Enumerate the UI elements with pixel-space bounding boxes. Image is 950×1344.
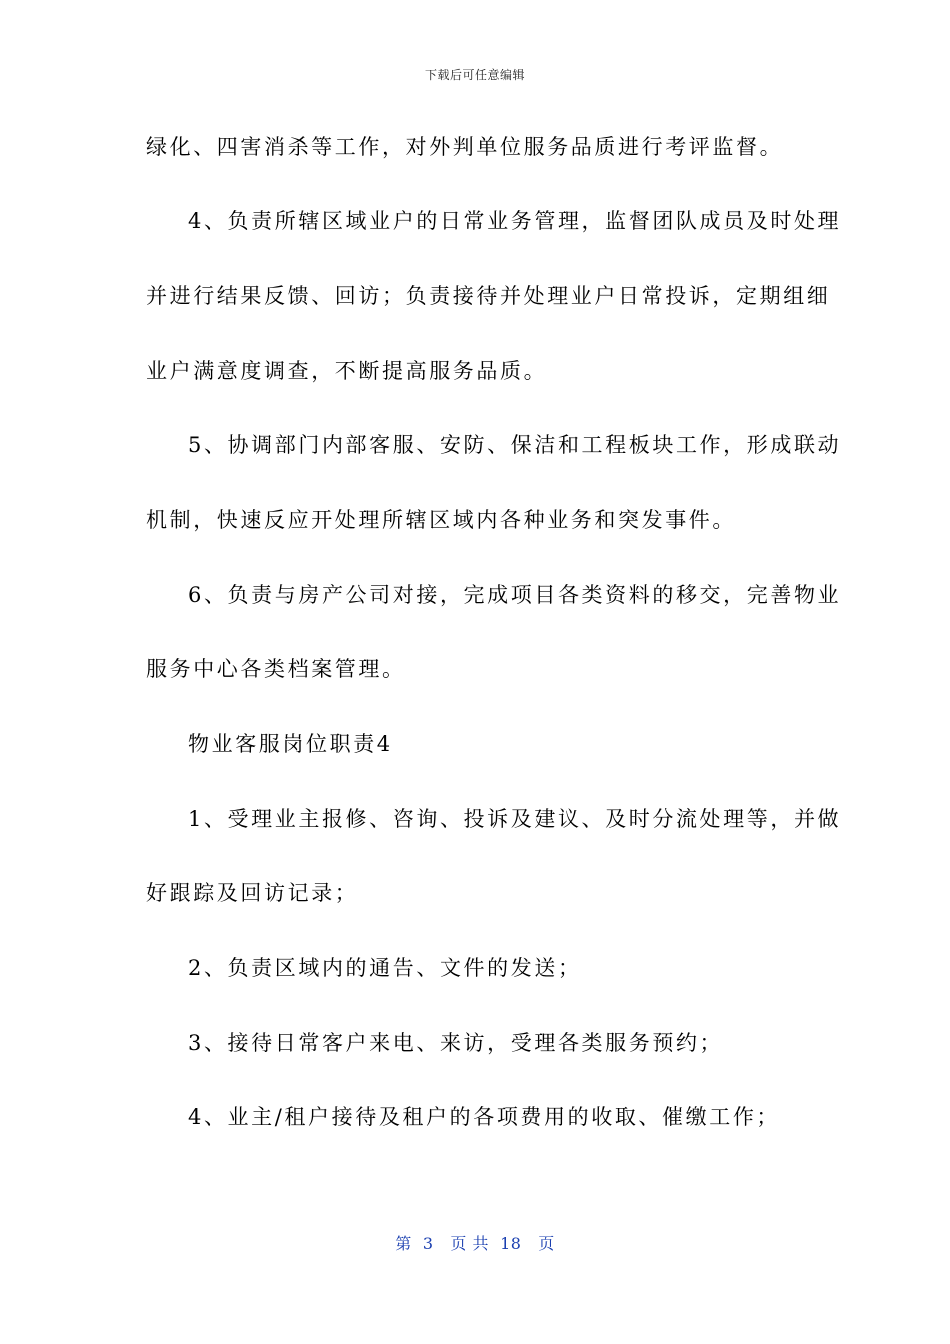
text-line: 5、协调部门内部客服、安防、保洁和工程板块工作，形成联动 [188, 433, 842, 457]
text-line: 2、负责区域内的通告、文件的发送； [188, 956, 582, 980]
text-line: 4、业主/租户接待及租户的各项费用的收取、催缴工作； [188, 1105, 781, 1129]
text-line: 6、负责与房产公司对接，完成项目各类资料的移交，完善物业 [188, 583, 842, 607]
section-heading: 物业客服岗位职责4 [188, 732, 393, 756]
text-line: 绿化、四害消杀等工作，对外判单位服务品质进行考评监督。 [146, 135, 784, 159]
text-line: 服务中心各类档案管理。 [146, 657, 406, 681]
text-line: 并进行结果反馈、回访；负责接待并处理业户日常投诉，定期组细 [146, 284, 831, 308]
page-header-note: 下载后可任意编辑 [424, 68, 525, 82]
text-line: 业户满意度调查，不断提高服务品质。 [146, 359, 548, 383]
text-line: 4、负责所辖区域业户的日常业务管理，监督团队成员及时处理 [188, 209, 842, 233]
text-line: 1、受理业主报修、咨询、投诉及建议、及时分流处理等，并做 [188, 807, 842, 831]
text-line: 3、接待日常客户来电、来访，受理各类服务预约； [188, 1031, 724, 1055]
text-line: 机制，快速反应开处理所辖区域内各种业务和突发事件。 [146, 508, 736, 532]
page-number-footer: 第 3 页 共 18 页 [395, 1234, 555, 1253]
text-line: 好跟踪及回访记录； [146, 881, 359, 905]
